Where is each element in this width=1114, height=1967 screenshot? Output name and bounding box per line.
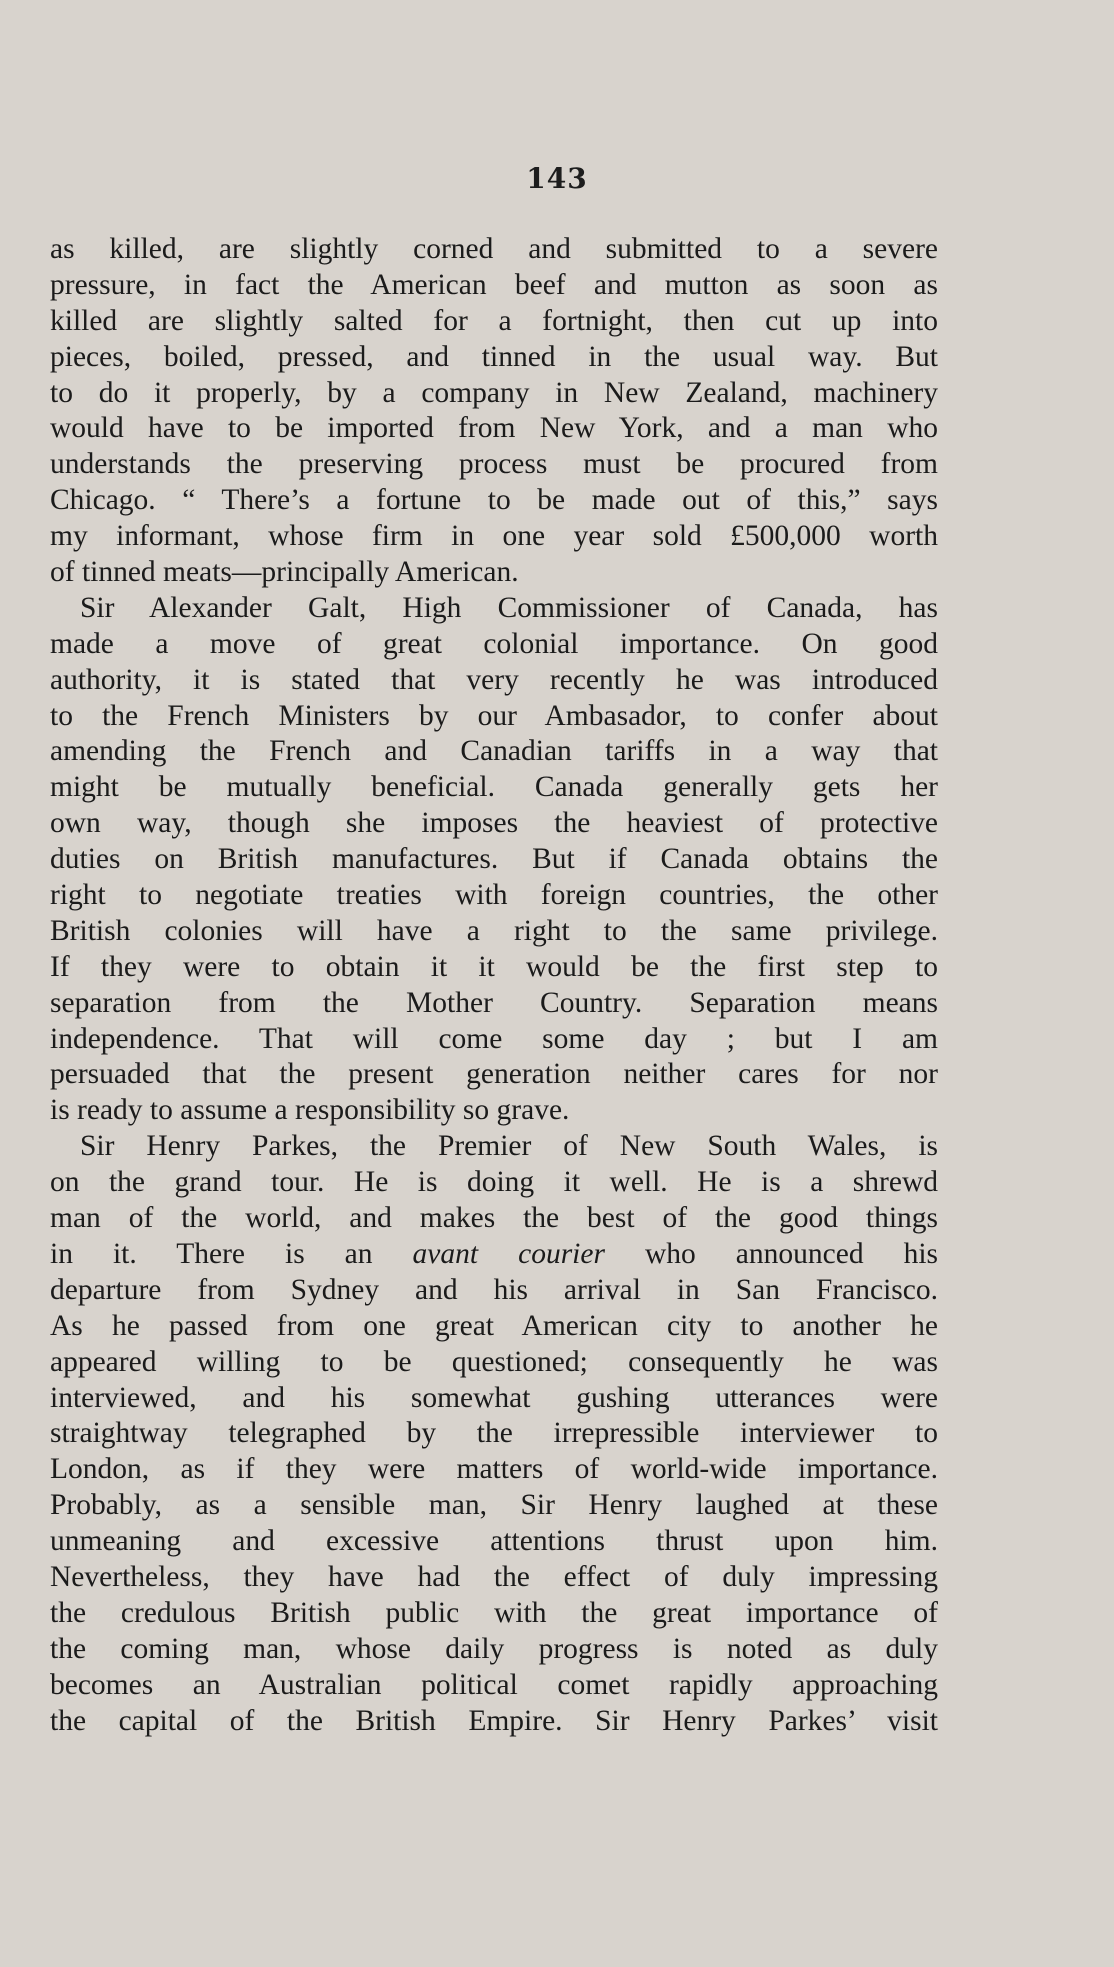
- text-line-mixed: [50, 1237, 938, 1273]
- text-line: to the French Ministers by our Ambasador, to confer about: [50, 699, 938, 732]
- text-fragment: who announced his: [644, 1237, 939, 1270]
- text-line: killed are slightly salted for a fortnight, then cut up into: [50, 304, 938, 337]
- body-text: [50, 232, 938, 1739]
- text-line: appeared willing to be questioned; consequently he was: [50, 1345, 938, 1378]
- text-line: duties on British manufactures. But if Canada obtains the: [50, 843, 938, 876]
- text-line: pressure, in fact the American beef and mutton as soon as: [50, 268, 938, 301]
- text-line: interviewed, and his somewhat gushing utterances were: [50, 1381, 938, 1414]
- text-line: departure from Sydney and his arrival in San Francisco.: [50, 1273, 938, 1306]
- text-line: might be mutually beneficial. Canada generally gets her: [50, 771, 938, 804]
- text-line: right to negotiate treaties with foreign countries, the other: [50, 879, 938, 912]
- text-line: the coming man, whose daily progress is noted as duly: [50, 1632, 938, 1665]
- text-line: amending the French and Canadian tariffs in a way that: [50, 735, 938, 768]
- text-line: unmeaning and excessive attentions thrust upon him.: [50, 1525, 938, 1558]
- italic-phrase: avant courier: [412, 1237, 605, 1270]
- text-line: my informant, whose firm in one year sold £500,000 worth: [50, 520, 938, 553]
- text-line: If they were to obtain it it would be the first step to: [50, 950, 938, 983]
- text-line: British colonies will have a right to the same privilege.: [50, 914, 938, 947]
- text-line: Chicago. “ There’s a fortune to be made out of this,” says: [50, 484, 938, 517]
- text-line: the capital of the British Empire. Sir Henry Parkes’ visit: [50, 1704, 938, 1737]
- text-line: to do it properly, by a company in New Zealand, machinery: [50, 376, 938, 409]
- text-line: made a move of great colonial importance. On good: [50, 627, 938, 660]
- text-line: as killed, are slightly corned and submitted to a severe: [50, 233, 938, 265]
- text-line: Sir Alexander Galt, High Commissioner of Canada, has: [80, 591, 938, 624]
- text-line: is ready to assume a responsibility so grave.: [50, 1094, 570, 1127]
- text-line: the credulous British public with the great importance of: [50, 1596, 938, 1629]
- text-line: Probably, as a sensible man, Sir Henry laughed at these: [50, 1489, 938, 1522]
- text-line: separation from the Mother Country. Separation means: [50, 986, 938, 1019]
- text-line: would have to be imported from New York, and a man who: [50, 412, 938, 445]
- text-line: independence. That will come some day ; but I am: [50, 1022, 938, 1055]
- text-line: London, as if they were matters of world-wide importance.: [50, 1453, 938, 1486]
- text-line: on the grand tour. He is doing it well. He is a shrewd: [50, 1166, 938, 1199]
- text-line: becomes an Australian political comet rapidly approaching: [50, 1668, 938, 1701]
- page-number: 143: [526, 162, 588, 195]
- text-line: authority, it is stated that very recently he was introduced: [50, 663, 938, 696]
- text-line: man of the world, and makes the best of the good things: [50, 1202, 938, 1235]
- text-line: pieces, boiled, pressed, and tinned in the usual way. But: [50, 340, 938, 373]
- text-line: own way, though she imposes the heaviest of protective: [50, 807, 938, 840]
- text-line: Nevertheless, they have had the effect of duly impressing: [50, 1560, 938, 1593]
- text-line: As he passed from one great American city to another he: [50, 1309, 938, 1342]
- text-fragment: in it. There is an: [50, 1237, 373, 1270]
- text-line: understands the preserving process must be procured from: [50, 448, 938, 481]
- text-line: straightway telegraphed by the irrepressible interviewer to: [50, 1417, 938, 1450]
- text-line: persuaded that the present generation neither cares for nor: [50, 1058, 938, 1091]
- text-line: of tinned meats—principally American.: [50, 556, 519, 589]
- text-line: Sir Henry Parkes, the Premier of New South Wales, is: [80, 1130, 938, 1163]
